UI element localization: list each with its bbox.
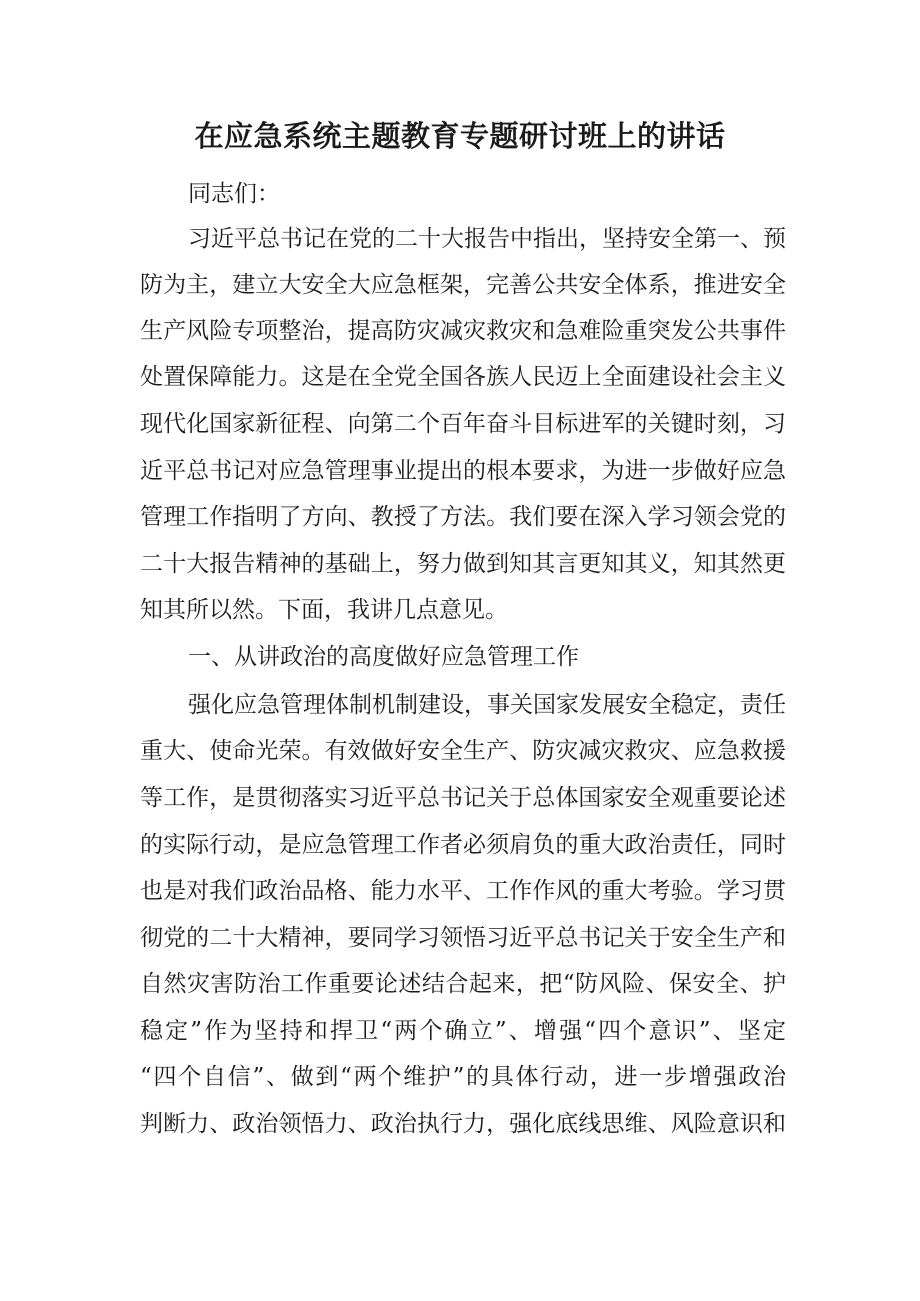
paragraph-line: 也是对我们政治品格、能力水平、工作作风的重大考验。学习贯 (140, 878, 786, 904)
paragraph-line: 现代化国家新征程、向第二个百年奋斗目标进军的关键时刻，习 (140, 411, 786, 437)
section-heading: 一、从讲政治的高度做好应急管理工作 (188, 644, 579, 670)
paragraph-line: 生产风险专项整治，提高防灾减灾救灾和急难险重突发公共事件 (140, 318, 786, 344)
paragraph-line: 稳定”作为坚持和捍卫“两个确立”、增强“四个意识”、坚定 (140, 1018, 786, 1044)
paragraph-line: “四个自信”、做到“两个维护”的具体行动，进一步增强政治 (140, 1064, 786, 1090)
paragraph-line: 知其所以然。下面，我讲几点意见。 (140, 597, 508, 623)
paragraph-line: 的实际行动，是应急管理工作者必须肩负的重大政治责任，同时 (140, 832, 786, 858)
document-title: 在应急系统主题教育专题研讨班上的讲话 (194, 119, 726, 153)
paragraph-line: 强化应急管理体制机制建设，事关国家发展安全稳定，责任 (188, 692, 786, 718)
paragraph-line: 彻党的二十大精神，要同学习领悟习近平总书记关于安全生产和 (140, 925, 786, 951)
paragraph-line: 处置保障能力。这是在全党全国各族人民迈上全面建设社会主义 (140, 364, 786, 390)
salutation: 同志们： (188, 181, 280, 207)
paragraph-line: 近平总书记对应急管理事业提出的根本要求，为进一步做好应急 (140, 458, 786, 484)
paragraph-line: 防为主，建立大安全大应急框架，完善公共安全体系，推进安全 (140, 272, 786, 298)
paragraph-line: 习近平总书记在党的二十大报告中指出，坚持安全第一、预 (188, 226, 786, 252)
paragraph-line: 等工作，是贯彻落实习近平总书记关于总体国家安全观重要论述 (140, 785, 786, 811)
paragraph-line: 管理工作指明了方向、教授了方法。我们要在深入学习领会党的 (140, 504, 786, 530)
paragraph-line: 重大、使命光荣。有效做好安全生产、防灾减灾救灾、应急救援 (140, 738, 786, 764)
paragraph-line: 二十大报告精神的基础上，努力做到知其言更知其义，知其然更 (140, 551, 786, 577)
paragraph-line: 判断力、政治领悟力、政治执行力，强化底线思维、风险意识和 (140, 1111, 786, 1137)
paragraph-line: 自然灾害防治工作重要论述结合起来，把“防风险、保安全、护 (140, 971, 786, 997)
